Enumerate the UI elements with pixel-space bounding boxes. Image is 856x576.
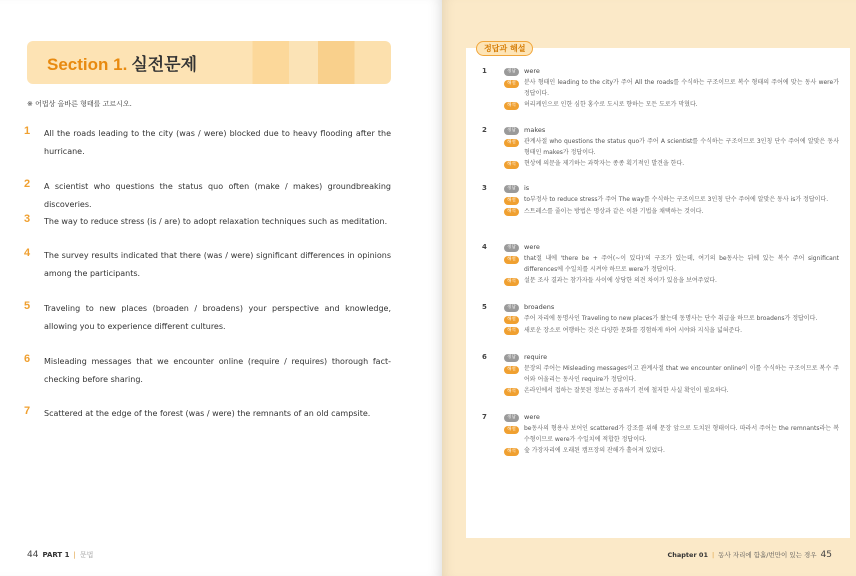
page-number: 44 — [27, 550, 39, 560]
question-text: The survey results indicated that there (was / were) significant differences in opinions among the participants. — [44, 251, 391, 278]
part-subtitle: 문법 — [79, 551, 94, 559]
chapter-title: 동사 자리에 함흘/번만이 있는 경우 — [718, 551, 817, 559]
answer-item — [482, 66, 842, 112]
translation-text: 허리케인으로 인한 심한 홍수로 도시로 향하는 모든 도로가 막혔다. — [524, 101, 698, 108]
question-text: Misleading messages that we encounter online (require / requires) thorough fact-checking before sharing. — [44, 357, 391, 384]
explanation-text: 주어 자리에 동명사인 Traveling to new places가 왔는데 동명사는 단수 취급을 하므로 broadens가 정답이다. — [524, 315, 818, 322]
question-item — [24, 300, 394, 336]
question-item — [24, 247, 394, 283]
footer-separator: | — [711, 551, 715, 559]
explanation-text: 문장의 주어는 Misleading messages이고 관계사절 that we encounter online이 이를 수식하는 구조이므로 복수 주어와 어울리는 동사인 require가 정답이다. — [524, 365, 839, 383]
answer-value: were — [524, 413, 540, 421]
right-page — [442, 0, 856, 576]
translation-badge: 해석 — [504, 388, 519, 396]
question-number: 1 — [24, 125, 31, 137]
answer-item — [482, 302, 842, 337]
answer-value: broadens — [524, 303, 555, 311]
explanation-badge: 해설 — [504, 197, 519, 205]
translation-badge: 해석 — [504, 327, 519, 335]
answer-number: 1 — [482, 67, 487, 75]
translation-text: 현상에 의문을 제기하는 과학자는 종종 획기적인 발견을 한다. — [524, 160, 685, 167]
answer-badge: 정답 — [504, 127, 519, 135]
answer-item — [482, 183, 842, 218]
answer-number: 2 — [482, 126, 487, 134]
question-number: 4 — [24, 247, 31, 259]
answer-panel — [466, 48, 850, 538]
answer-tab-label: 정답과 해설 — [476, 41, 533, 56]
instruction: ※ 어법상 올바른 형태를 고르시오. — [27, 100, 132, 108]
question-number: 5 — [24, 300, 31, 312]
translation-badge: 해석 — [504, 102, 519, 110]
answer-badge: 정답 — [504, 354, 519, 362]
question-text: A scientist who questions the status quo often (make / makes) groundbreaking discoveries. — [44, 182, 391, 209]
question-item — [24, 213, 394, 231]
answer-badge: 정답 — [504, 304, 519, 312]
answer-number: 4 — [482, 243, 487, 251]
answer-value: were — [524, 243, 540, 251]
answer-badge: 정답 — [504, 414, 519, 422]
question-text: Traveling to new places (broaden / broadens) your perspective and knowledge, allowing you to experience different cultures. — [44, 304, 391, 331]
explanation-badge: 해설 — [504, 139, 519, 147]
answer-item — [482, 125, 842, 171]
answer-badge: 정답 — [504, 244, 519, 252]
answer-item — [482, 242, 842, 288]
explanation-badge: 해설 — [504, 426, 519, 434]
translation-text: 온라인에서 접하는 잘못된 정보는 공유하기 전에 철저한 사실 확인이 필요하다. — [524, 387, 729, 394]
translation-text: 새로운 장소로 여행하는 것은 다양한 문화를 경험하게 하여 시야와 지식을 넓혀준다. — [524, 326, 743, 334]
explanation-badge: 해설 — [504, 80, 519, 88]
answer-badge: 정답 — [504, 185, 519, 193]
answer-value: require — [524, 353, 548, 361]
question-text: The way to reduce stress (is / are) to adopt relaxation techniques such as meditation. — [44, 217, 388, 226]
explanation-text: be동사의 형용사 보어인 scattered가 강조를 위해 문장 앞으로 도치된 형태이다. 따라서 주어는 the remnants라는 복수형이므로 were가 수일치에 적합한 정답이다. — [524, 425, 839, 443]
question-item — [24, 405, 394, 423]
page-footer — [668, 550, 833, 560]
section-banner — [27, 41, 391, 84]
explanation-badge: 해설 — [504, 316, 519, 324]
question-item — [24, 125, 394, 161]
question-text: Scattered at the edge of the forest (was / were) the remnants of an old campsite. — [44, 409, 371, 418]
translation-text: 설문 조사 결과는 참가자들 사이에 상당한 의견 차이가 있음을 보여주었다. — [524, 277, 717, 284]
question-item — [24, 353, 394, 389]
explanation-text: 관계사절 who questions the status quo가 주어 A scientist를 수식하는 구조이므로 3인칭 단수 주어에 알맞은 동사 형태인 makes가 정답이다. — [524, 138, 839, 156]
translation-text: 스트레스를 줄이는 방법은 명상과 같은 이완 기법을 채택하는 것이다. — [524, 207, 704, 215]
answer-number: 5 — [482, 303, 487, 311]
footer-separator: | — [73, 551, 76, 559]
section-label: Section 1. — [47, 55, 128, 74]
chapter-label: Chapter 01 — [667, 551, 708, 559]
part-label: PART 1 — [42, 551, 70, 559]
translation-text: 숲 가장자리에 오래된 캠프장의 잔해가 흩어져 있었다. — [524, 447, 665, 454]
explanation-badge: 해설 — [504, 256, 519, 264]
explanation-text: that절 내에 'there be + 주어(~이 있다)'의 구조가 있는데, 여기의 be동사는 뒤에 있는 복수 주어 significant differences에 수일치를 시켜야 하므로 were가 정답이다. — [524, 255, 839, 273]
question-item — [24, 178, 394, 214]
explanation-text: 분사 형태인 leading to the city가 주어 All the roads를 수식하는 구조이므로 복수 형태의 주어에 맞는 동사 were가 정답이다. — [524, 79, 839, 97]
question-number: 3 — [24, 213, 31, 225]
translation-badge: 해석 — [504, 448, 519, 456]
answer-item — [482, 412, 842, 458]
answer-value: makes — [524, 126, 546, 134]
answer-value: is — [524, 184, 530, 192]
translation-badge: 해석 — [504, 208, 519, 216]
answer-number: 6 — [482, 353, 487, 361]
answer-number: 7 — [482, 413, 487, 421]
explanation-text: to부정사 to reduce stress가 주어 The way를 수식하는 구조이므로 3인칭 단수 주어에 알맞은 동사 is가 정답이다. — [524, 196, 829, 203]
section-title: 실전문제 — [131, 55, 198, 74]
translation-badge: 해석 — [504, 161, 519, 169]
answer-badge: 정답 — [504, 68, 519, 76]
translation-badge: 해석 — [504, 278, 519, 286]
section-heading — [47, 50, 197, 75]
answer-value: were — [524, 67, 540, 75]
answer-item — [482, 352, 842, 398]
page-number: 45 — [820, 550, 832, 560]
explanation-badge: 해설 — [504, 366, 519, 374]
question-number: 7 — [24, 405, 31, 417]
question-text: All the roads leading to the city (was / were) blocked due to heavy flooding after the hurricane. — [44, 129, 391, 156]
answer-number: 3 — [482, 184, 487, 192]
question-number: 6 — [24, 353, 31, 365]
page-footer — [27, 550, 93, 560]
question-number: 2 — [24, 178, 31, 190]
